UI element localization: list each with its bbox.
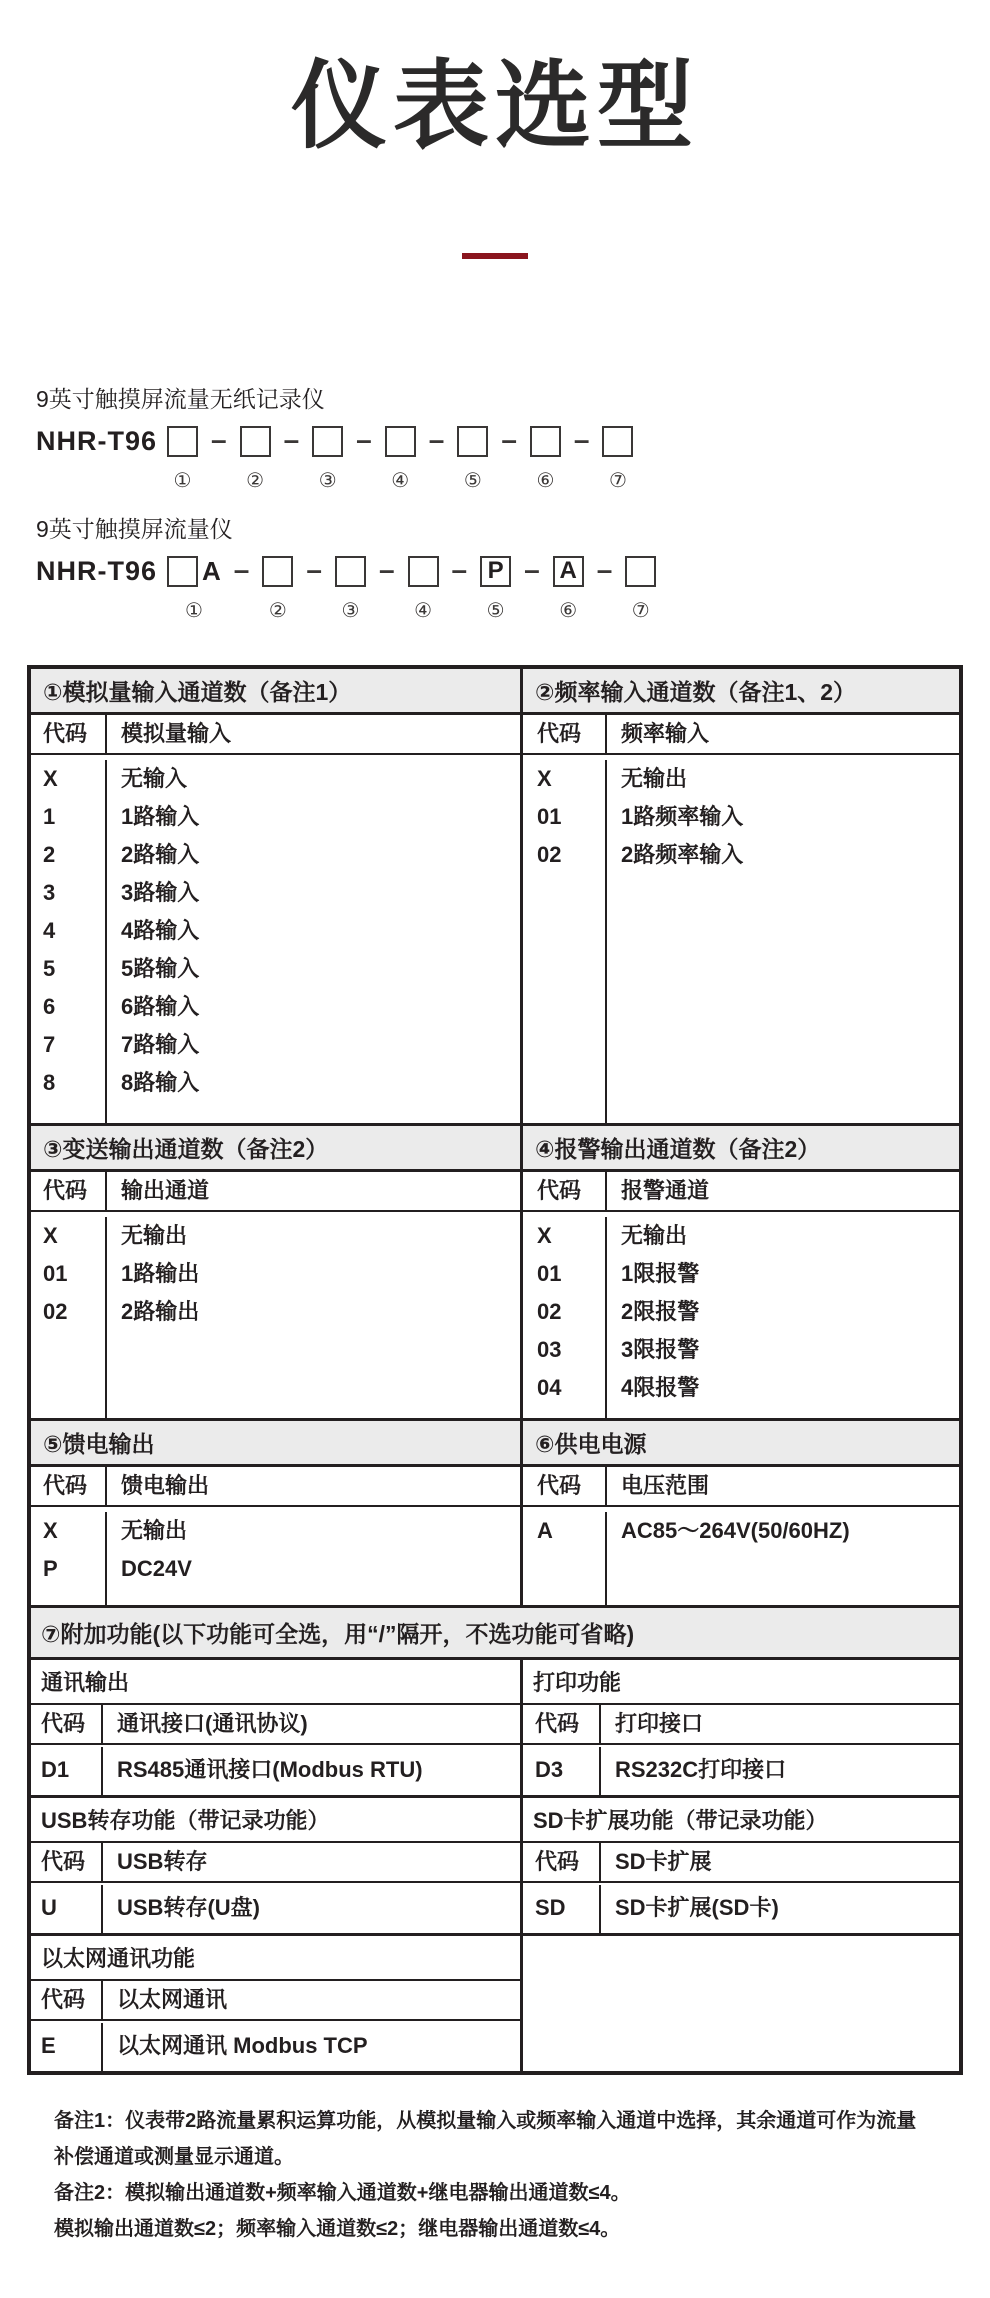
model-code-position (262, 553, 293, 623)
desc-column (103, 1747, 520, 1795)
dash-separator: – (233, 554, 250, 585)
code-box (240, 426, 271, 457)
desc-cell: DC24V (121, 1556, 192, 1581)
table-block-2 (31, 1126, 959, 1421)
code-cell: X (537, 1223, 552, 1248)
desc-cell: 3限报警 (621, 1337, 700, 1362)
desc-cell: 3路输入 (121, 880, 200, 905)
model-prefix: NHR-T96 (36, 426, 158, 456)
model-name: 9英寸触摸屏流量仪 (36, 516, 233, 542)
model-code-position (240, 423, 271, 493)
desc-column (607, 760, 959, 1123)
position-number: ② (268, 600, 287, 622)
note-line: 备注1：仪表带2路流量累积运算功能，从模拟量输入或频率输入通道中选择，其余通道可作为流量 (54, 2110, 917, 2132)
code-column (31, 2023, 103, 2071)
code-column-header: 代码 (523, 1172, 607, 1210)
accent-divider (462, 253, 528, 259)
desc-cell: 2限报警 (621, 1299, 700, 1324)
desc-cell: AC85～264V(50/60HZ) (621, 1518, 850, 1543)
desc-cell: 1路输出 (121, 1261, 200, 1286)
model-code-line (36, 423, 990, 493)
desc-cell: 2路输入 (121, 842, 200, 867)
desc-column (601, 1747, 959, 1795)
page-title: 仪表选型 (291, 53, 699, 160)
code-list (31, 755, 520, 1123)
column-header-row (31, 1843, 520, 1883)
desc-cell: 以太网通讯 Modbus TCP (117, 2033, 368, 2058)
subsection-title: 通讯输出 (31, 1660, 520, 1705)
model-group-recorder (36, 381, 990, 493)
section-feed-output (31, 1421, 523, 1605)
code-column (523, 1512, 607, 1605)
desc-cell: 无输出 (621, 766, 688, 791)
code-cell: 6 (43, 994, 56, 1019)
position-number: ④ (414, 600, 432, 622)
code-box: A (553, 556, 584, 587)
code-box (167, 426, 198, 457)
code-column-header: 代码 (523, 1467, 607, 1505)
code-box: P (480, 556, 511, 587)
code-box (457, 426, 488, 457)
model-group-flowmeter (36, 511, 990, 623)
desc-column (601, 1885, 959, 1933)
code-column-header: 代码 (31, 1981, 103, 2019)
column-header-row (523, 1843, 959, 1883)
code-cell: E (41, 2033, 56, 2058)
position-number: ② (246, 470, 265, 492)
desc-cell: 4路输入 (121, 918, 200, 943)
subsection-title: 打印功能 (523, 1660, 959, 1705)
model-code-position (408, 553, 439, 623)
model-code-line (36, 553, 990, 623)
desc-cell: 1限报警 (621, 1261, 700, 1286)
code-list (523, 1212, 959, 1418)
position-number: ⑥ (559, 600, 578, 622)
code-cell: 02 (537, 842, 562, 867)
model-code-position (530, 423, 561, 493)
desc-cell: 1路频率输入 (621, 804, 744, 829)
model-code-position (167, 423, 198, 493)
model-code-position (602, 423, 633, 493)
code-column (31, 1747, 103, 1795)
desc-column-header: 打印接口 (615, 1711, 704, 1736)
desc-column (607, 1217, 959, 1418)
model-code-position (167, 553, 221, 623)
position-number: ③ (318, 470, 337, 492)
subsection-usb-transfer (31, 1798, 523, 1933)
subsection-title: SD卡扩展功能（带记录功能） (523, 1798, 959, 1843)
extras-block-communication-print (31, 1660, 959, 1798)
section-alarm-output (523, 1126, 959, 1418)
code-box (335, 556, 366, 587)
code-list (523, 1883, 959, 1933)
code-cell: 03 (537, 1337, 562, 1362)
code-list (31, 2021, 520, 2071)
section-header: ⑥供电电源 (523, 1421, 959, 1467)
desc-cell: 5路输入 (121, 956, 200, 981)
section-header: ③变送输出通道数（备注2） (31, 1126, 520, 1172)
column-header-row (31, 715, 520, 755)
code-cell: 3 (43, 880, 56, 905)
section-power-supply (523, 1421, 959, 1605)
code-cell: 01 (537, 1261, 562, 1286)
table-block-3 (31, 1421, 959, 1608)
section-extras-header: ⑦附加功能(以下功能可全选，用“/”隔开，不选功能可省略) (31, 1608, 959, 1660)
model-code-boxes (167, 553, 656, 623)
desc-cell: 8路输入 (121, 1070, 200, 1095)
dash-separator: – (451, 554, 468, 585)
code-column-header: 代码 (31, 1843, 103, 1881)
desc-column (103, 2023, 520, 2071)
position-number: ① (173, 470, 192, 492)
extras-block-usb-sd (31, 1798, 959, 1936)
code-cell: 01 (537, 804, 562, 829)
code-cell: 1 (43, 804, 56, 829)
subsection-title: USB转存功能（带记录功能） (31, 1798, 520, 1843)
desc-cell: 无输入 (121, 766, 188, 791)
desc-cell: 6路输入 (121, 994, 200, 1019)
position-number: ⑤ (486, 600, 505, 622)
dash-separator: – (573, 424, 590, 455)
code-cell: X (537, 766, 552, 791)
dash-separator: – (283, 424, 300, 455)
code-box (312, 426, 343, 457)
position-number: ⑤ (463, 470, 482, 492)
desc-column-header: 电压范围 (621, 1473, 710, 1498)
code-cell: 01 (43, 1261, 68, 1286)
code-cell: D1 (41, 1757, 70, 1782)
desc-cell: SD卡扩展(SD卡) (615, 1895, 779, 1920)
code-list (523, 1745, 959, 1795)
model-code-position (480, 553, 511, 623)
code-column-header: 代码 (523, 1705, 601, 1743)
empty-cell (523, 1936, 959, 2071)
desc-column-header: 模拟量输入 (121, 721, 232, 746)
desc-cell: 1路输入 (121, 804, 200, 829)
desc-column-header: SD卡扩展 (615, 1849, 712, 1874)
column-header-row (523, 1172, 959, 1212)
column-header-row (523, 715, 959, 755)
code-box (262, 556, 293, 587)
code-cell: 02 (43, 1299, 68, 1324)
dash-separator: – (501, 424, 517, 455)
subsection-communication-output (31, 1660, 523, 1795)
note-line: 模拟输出通道数≤2；频率输入通道数≤2；继电器输出通道数≤4。 (54, 2218, 621, 2240)
code-box (602, 426, 633, 457)
dash-separator: – (306, 554, 322, 585)
position-number: ③ (341, 600, 360, 622)
desc-column (107, 760, 520, 1123)
code-cell: 04 (537, 1375, 562, 1400)
code-column (31, 760, 107, 1123)
dash-separator: – (596, 554, 613, 585)
column-header-row (31, 1467, 520, 1507)
code-column-header: 代码 (31, 1467, 107, 1505)
dash-separator: – (524, 554, 540, 585)
code-column (523, 1747, 601, 1795)
code-cell: X (43, 1518, 58, 1543)
desc-cell: RS485通讯接口(Modbus RTU) (117, 1757, 423, 1782)
code-cell: SD (535, 1895, 566, 1920)
code-column-header: 代码 (31, 1705, 103, 1743)
model-code-position (457, 423, 488, 493)
model-code-position (553, 553, 584, 623)
code-box (385, 426, 416, 457)
section-header: ④报警输出通道数（备注2） (523, 1126, 959, 1172)
code-cell: U (41, 1895, 57, 1920)
code-box (530, 426, 561, 457)
desc-cell: 无输出 (121, 1223, 188, 1248)
note-line: 补偿通道或测量显示通道。 (54, 2146, 294, 2168)
desc-column-header: 输出通道 (121, 1178, 210, 1203)
code-cell: 4 (43, 918, 56, 943)
dash-separator: – (428, 424, 445, 455)
desc-cell: RS232C打印接口 (615, 1757, 787, 1782)
desc-column-header: 馈电输出 (121, 1473, 210, 1498)
desc-cell: 无输出 (621, 1223, 688, 1248)
code-column-header: 代码 (523, 1843, 601, 1881)
position-number: ⑦ (609, 470, 627, 492)
table-block-1 (31, 669, 959, 1126)
desc-column (107, 1217, 520, 1418)
code-list (523, 1507, 959, 1605)
code-column (31, 1885, 103, 1933)
column-header-row (523, 1467, 959, 1507)
section-header: ⑤馈电输出 (31, 1421, 520, 1467)
code-column-header: 代码 (523, 715, 607, 753)
desc-column (607, 1512, 959, 1605)
desc-cell: USB转存(U盘) (117, 1895, 260, 1920)
desc-column (107, 1512, 520, 1605)
column-header-row (31, 1172, 520, 1212)
code-column (523, 760, 607, 1123)
model-prefix: NHR-T96 (36, 556, 158, 586)
column-header-row (31, 1981, 520, 2021)
selection-table (27, 665, 963, 2075)
desc-cell: 4限报警 (621, 1375, 700, 1400)
desc-column-header: 报警通道 (621, 1178, 710, 1203)
code-column (523, 1885, 601, 1933)
code-list (31, 1212, 520, 1418)
desc-column-header: 通讯接口(通讯协议) (117, 1711, 308, 1736)
code-column (31, 1217, 107, 1418)
code-box (167, 556, 198, 587)
code-column-header: 代码 (31, 715, 107, 753)
dash-separator: – (356, 424, 372, 455)
subsection-ethernet (31, 1936, 523, 2071)
dash-separator: – (378, 554, 395, 585)
desc-column-header: USB转存 (117, 1849, 208, 1874)
desc-column (103, 1885, 520, 1933)
column-header-row (523, 1705, 959, 1745)
desc-cell: 无输出 (121, 1518, 188, 1543)
section-transmit-output (31, 1126, 523, 1418)
code-cell: 7 (43, 1032, 56, 1057)
dash-separator: – (211, 424, 227, 455)
code-list (31, 1745, 520, 1795)
desc-cell: 2路频率输入 (621, 842, 744, 867)
code-list (523, 755, 959, 1123)
code-cell: 8 (43, 1070, 56, 1095)
model-code-position (312, 423, 343, 493)
footnotes (54, 2103, 950, 2247)
desc-column-header: 以太网通讯 (117, 1987, 228, 2012)
code-column (523, 1217, 607, 1418)
subsection-print-function (523, 1660, 959, 1795)
subsection-sd-expansion (523, 1798, 959, 1933)
position-number: ⑦ (631, 600, 650, 622)
code-cell: P (43, 1556, 58, 1581)
code-column-header: 代码 (31, 1172, 107, 1210)
desc-cell: 2路输出 (121, 1299, 200, 1324)
section-header: ①模拟量输入通道数（备注1） (31, 669, 520, 715)
model-code-position (625, 553, 656, 623)
desc-cell: 7路输入 (121, 1032, 200, 1057)
model-code-section (36, 381, 990, 623)
code-list (31, 1507, 520, 1605)
code-cell: A (537, 1518, 553, 1543)
position-number: ④ (391, 470, 410, 492)
model-code-position (385, 423, 416, 493)
code-box (625, 556, 656, 587)
extras-block-ethernet (31, 1936, 959, 2071)
code-cell: D3 (535, 1757, 564, 1782)
code-list (31, 1883, 520, 1933)
code-cell: 02 (537, 1299, 562, 1324)
fixed-code-letter: A (202, 556, 221, 586)
code-cell: 5 (43, 956, 56, 981)
position-number: ⑥ (536, 470, 555, 492)
section-frequency-input (523, 669, 959, 1123)
code-cell: 2 (43, 842, 56, 867)
code-column (31, 1512, 107, 1605)
code-cell: X (43, 766, 58, 791)
subsection-title: 以太网通讯功能 (31, 1936, 520, 1981)
position-number: ① (184, 600, 203, 622)
model-code-position (335, 553, 366, 623)
code-cell: X (43, 1223, 58, 1248)
section-analog-input (31, 669, 523, 1123)
section-header: ②频率输入通道数（备注1、2） (523, 669, 959, 715)
model-code-boxes (167, 423, 633, 493)
column-header-row (31, 1705, 520, 1745)
code-box (408, 556, 439, 587)
desc-column-header: 频率输入 (621, 721, 710, 746)
model-name: 9英寸触摸屏流量无纸记录仪 (36, 386, 325, 412)
note-line: 备注2：模拟输出通道数+频率输入通道数+继电器输出通道数≤4。 (54, 2182, 631, 2204)
